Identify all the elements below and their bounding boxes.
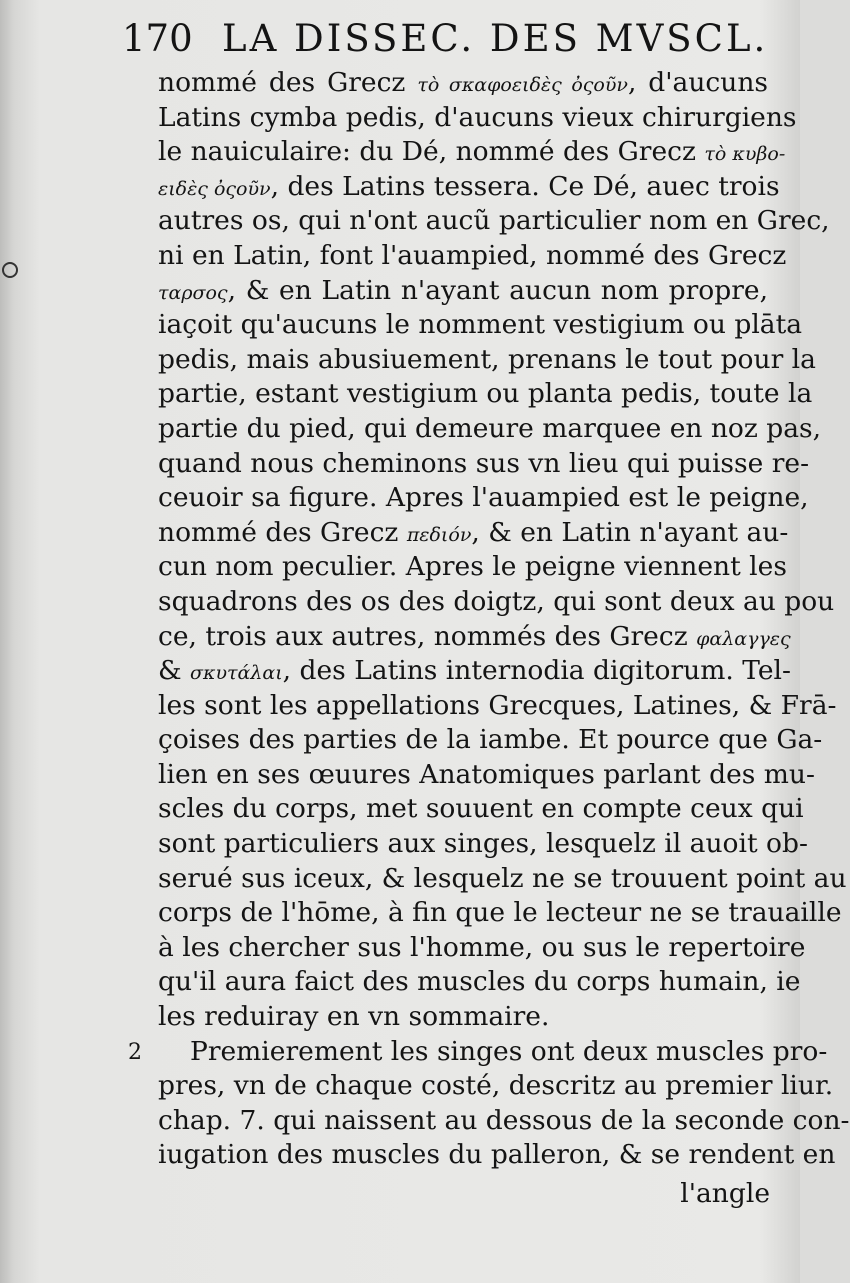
- text-run: ceuoir sa figure. Apres l'auampied est le peigne,: [158, 482, 809, 514]
- greek-term: σκυτάλαι: [190, 662, 283, 685]
- text-run: pres, vn de chaque costé, descritz au premier liur.: [158, 1070, 834, 1102]
- text-run: ce, trois aux autres, nommés des Grecz: [158, 620, 697, 652]
- body-text: [158, 66, 850, 1173]
- text-run: Latins cymba pedis, d'aucuns vieux chirurgiens: [158, 101, 797, 133]
- text-line: [158, 204, 830, 239]
- text-run: nommé des Grecz: [158, 516, 407, 548]
- text-run: , & en Latin n'ayant au-: [471, 516, 789, 548]
- text-line: [158, 1104, 850, 1139]
- greek-term: ταρσος: [158, 281, 228, 304]
- text-line: [158, 274, 768, 309]
- text-line: [158, 481, 809, 516]
- greek-term: ειδὲς ὀςοῦν: [158, 177, 271, 200]
- text-run: , des Latins tessera. Ce Dé, auec trois: [270, 170, 780, 202]
- text-run: nommé des Grecz: [158, 67, 418, 98]
- text-line: [158, 343, 816, 378]
- text-run: qu'il aura faict des muscles du corps humain, ie: [158, 966, 801, 998]
- text-line: [158, 308, 803, 343]
- text-run: ni en Latin, font l'auampied, nommé des Grecz: [158, 239, 787, 271]
- text-run: , d'aucuns: [627, 67, 768, 98]
- text-run: chap. 7. qui naissent au dessous de la seconde con-: [158, 1104, 850, 1136]
- text-line: [158, 101, 797, 136]
- text-line: [158, 896, 842, 931]
- running-title: LA DISSEC. DES MVSCL.: [222, 17, 769, 60]
- text-run: iugation des muscles du palleron, & se rendent en: [158, 1139, 836, 1171]
- greek-term: φαλαγγες: [696, 627, 791, 650]
- text-line: [158, 1069, 834, 1104]
- text-line: [158, 862, 847, 897]
- text-run: partie du pied, qui demeure marquee en noz pas,: [158, 412, 822, 444]
- text-line: [158, 758, 815, 793]
- text-line: [158, 550, 787, 585]
- text-run: pedis, mais abusiuement, prenans le tout pour la: [158, 343, 816, 375]
- text-run: autres os, qui n'ont aucũ particulier nom en Grec,: [158, 205, 830, 237]
- text-line: [158, 239, 787, 274]
- text-line: [158, 447, 810, 482]
- text-run: corps de l'hōme, à fin que le lecteur ne se trauaille: [158, 897, 842, 929]
- text-run: lien en ses œuures Anatomiques parlant des mu-: [158, 758, 815, 790]
- text-line: [158, 1035, 828, 1070]
- text-line: [158, 792, 804, 827]
- text-line: [158, 516, 789, 551]
- text-run: çoises des parties de la iambe. Et pource que Ga-: [158, 724, 823, 756]
- greek-term: πεδιόν: [406, 523, 472, 546]
- text-run: les reduiray en vn sommaire.: [158, 1001, 550, 1033]
- text-run: quand nous cheminons sus vn lieu qui puisse re-: [158, 447, 810, 479]
- text-run: à les chercher sus l'homme, ou sus le repertoire: [158, 931, 806, 963]
- text-run: cun nom peculier. Apres le peigne viennent les: [158, 551, 787, 583]
- text-line: [158, 170, 780, 205]
- text-run: les sont les appellations Grecques, Latines, & Frā-: [158, 689, 837, 721]
- text-line: [158, 620, 791, 655]
- text-line: [158, 66, 768, 101]
- text-run: , & en Latin n'ayant aucun nom propre,: [227, 274, 768, 306]
- text-line: [158, 135, 786, 170]
- text-line: [158, 1000, 768, 1035]
- text-line: [158, 931, 806, 966]
- page-number: 170: [122, 17, 193, 60]
- text-line: [158, 412, 822, 447]
- text-run: Premierement les singes ont deux muscles pro-: [190, 1035, 828, 1067]
- text-run: serué sus iceux, & lesquelz ne se trouuent point au: [158, 862, 847, 894]
- text-line: [158, 377, 813, 412]
- text-run: iaçoit qu'aucuns le nomment vestigium ou plāta: [158, 309, 803, 341]
- greek-term: τὸ σκαφοειδὲς ὀςοῦν: [417, 74, 628, 96]
- margin-note-number: 2: [128, 1040, 142, 1065]
- text-line: [158, 1138, 836, 1173]
- text-line: [158, 585, 835, 620]
- text-run: le nauiculaire: du Dé, nommé des Grecz: [158, 136, 705, 168]
- page-header: [122, 14, 782, 64]
- text-line: [158, 723, 823, 758]
- text-run: sont particuliers aux singes, lesquelz il auoit ob-: [158, 828, 808, 860]
- text-run: scles du corps, met souuent en compte ceux qui: [158, 793, 804, 825]
- gutter-ring-mark: [2, 262, 18, 278]
- greek-term: τὸ κυβο-: [704, 143, 786, 166]
- text-run: squadrons des os des doigtz, qui sont deux au pou: [158, 585, 835, 617]
- text-run: partie, estant vestigium ou planta pedis, toute la: [158, 378, 813, 410]
- text-line: [158, 654, 791, 689]
- text-line: [158, 965, 801, 1000]
- catchword: l'angle: [680, 1178, 770, 1209]
- text-run: &: [158, 655, 191, 687]
- text-line: [158, 827, 808, 862]
- text-run: , des Latins internodia digitorum. Tel-: [282, 655, 791, 687]
- text-line: [158, 689, 837, 724]
